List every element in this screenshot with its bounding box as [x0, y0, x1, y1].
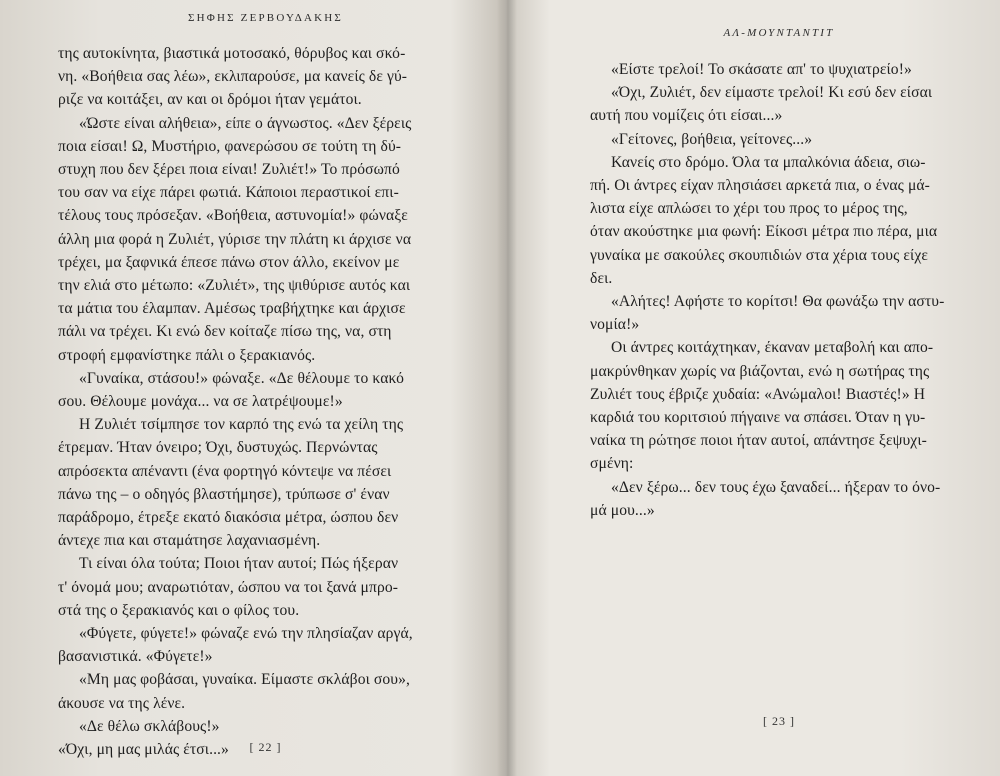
text-line: αυτή που νομίζεις ότι είσαι...» [590, 107, 783, 125]
right-page-text [590, 58, 968, 522]
text-line: στροφή εμφανίστηκε πάλι ο ξερακιανός. [58, 346, 316, 364]
text-line: «Δε θέλω σκλάβους!» [79, 717, 220, 735]
text-line: Κανείς στο δρόμο. Όλα τα μπαλκόνια άδεια, σιω- [611, 153, 926, 171]
page-number-left: [ 22 ] [249, 740, 282, 754]
text-line: πή. Οι άντρες είχαν πλησιάσει αρκετά πια, ο ένας μά- [590, 177, 930, 195]
text-line: τρέχει, μα ξαφνικά έπεσε πάνω στον άλλο, εκείνον με [58, 253, 400, 271]
text-line: σου. Θέλουμε μονάχα... να σε λατρέψουμε!» [58, 393, 343, 411]
text-line: στά της ο ξερακιανός και ο φίλος του. [58, 601, 300, 619]
text-line: ναίκα τη ρώτησε ποιοι ήταν αυτοί, απάντησε ξεψυχι- [590, 432, 927, 450]
text-line: ποια είσαι! Ω, Μυστήριο, φανερώσου σε τούτη τη δύ- [58, 137, 402, 155]
running-head-author: ΣΗΦΗΣ ΖΕΡΒΟΥΔΑΚΗΣ [187, 12, 344, 24]
text-line: «Όχι, Ζυλιέτ, δεν είμαστε τρελοί! Κι εσύ δεν είσαι [611, 84, 933, 102]
text-line: τα μάτια του έλαμπαν. Αμέσως τραβήχτηκε και άρχισε [58, 300, 406, 318]
running-head-title: ΑΛ-ΜΟΥΝΤΑΝΤΙΤ [723, 27, 835, 39]
text-line: «Δεν ξέρω... δεν τους έχω ξαναδεί... ήξεραν το όνο- [611, 478, 941, 496]
text-line: Τι είναι όλα τούτα; Ποιοι ήταν αυτοί; Πώς ήξεραν [79, 555, 399, 573]
left-page [58, 0, 473, 776]
text-line: «Όχι, μη μας μιλάς έτσι...» [58, 741, 229, 759]
text-line: «Ώστε είναι αλήθεια», είπε ο άγνωστος. «Δεν ξέρεις [79, 114, 412, 132]
text-line: μά μου...» [590, 501, 655, 519]
text-line: «Μη μας φοβάσαι, γυναίκα. Είμαστε σκλάβοι σου», [79, 671, 411, 689]
text-line: την ελιά στο μέτωπο: «Ζυλιέτ», της ψιθύρισε αυτός και [58, 277, 411, 295]
text-line: μακρύνθηκαν χωρίς να βιάζονται, ενώ η σωτήρας της [590, 362, 930, 380]
text-line: Ζυλιέτ τους έβριζε χυδαία: «Ανώμαλοι! Βιαστές!» Η [590, 385, 926, 403]
text-line: καρδιά του κοριτσιού πήγαινε να σπάσει. Όταν η γυ- [590, 409, 926, 427]
text-line: ριζε να κοιτάξει, αν και οι δρόμοι ήταν γεμάτοι. [58, 91, 362, 109]
text-line: Οι άντρες κοιτάχτηκαν, έκαναν μεταβολή και απο- [611, 339, 934, 357]
text-line: τ' όνομά μου; αναρωτιόταν, ώσπου να τοι ξανά μπρο- [58, 578, 399, 596]
text-line: «Γείτονες, βοήθεια, γείτονες...» [611, 130, 813, 148]
text-line: τέλους τους πρόσεξαν. «Βοήθεια, αστυνομία!» φώναξε [58, 207, 408, 225]
text-line: παράδρομο, έτρεξε εκατό διακόσια μέτρα, ώσπου δεν [58, 509, 399, 527]
left-page-text [58, 42, 473, 761]
text-line: πάνω της – ο οδηγός βλαστήμησε), τρύπωσε σ' έναν [58, 485, 390, 503]
text-line: «Είστε τρελοί! Το σκάσατε απ' το ψυχιατρείο!» [611, 61, 912, 78]
text-line: βασανιστικά. «Φύγετε!» [58, 648, 213, 666]
text-line: «Αλήτες! Αφήστε το κορίτσι! Θα φωνάξω την αστυ- [611, 293, 945, 311]
text-line: λιστα είχε απλώσει το χέρι του προς το μέρος της, [590, 200, 908, 218]
right-page [590, 0, 968, 776]
text-line: νη. «Βοήθεια σας λέω», εκλιπαρούσε, μα κανείς δε γύ- [58, 68, 408, 86]
text-line: γυναίκα με σακούλες σκουπιδιών στα χέρια τους είχε [590, 246, 929, 264]
text-line: όταν ακούστηκε μια φωνή: Είκοσι μέτρα πιο πέρα, μια [590, 223, 938, 241]
text-line: πάλι να τρέχει. Κι ενώ δεν κοίταζε πίσω της, να, στη [58, 323, 392, 341]
text-line: «Φύγετε, φύγετε!» φώναζε ενώ την πλησίαζαν αργά, [79, 625, 413, 643]
text-line: απρόσεκτα απέναντι (ένα φορτηγό κόντεψε να πέσει [58, 462, 392, 480]
text-line: έτρεμαν. Ήταν όνειρο; Όχι, δυστυχώς. Περνώντας [58, 439, 378, 457]
text-line: Η Ζυλιέτ τσίμπησε τον καρπό της ενώ τα χείλη της [79, 416, 404, 434]
text-line: νομία!» [590, 316, 640, 334]
text-line: στυχη που δεν ξέρει ποια είναι! Ζυλιέτ!» Το πρόσωπό [58, 161, 400, 179]
text-line: δει. [590, 269, 613, 287]
text-line: σμένη: [590, 455, 634, 473]
text-line: άντεχε πια και σταμάτησε λαχανιασμένη. [58, 532, 321, 550]
text-line: άκουσε να της λένε. [58, 694, 186, 712]
page-number-right: [ 23 ] [763, 714, 795, 728]
text-line: της αυτοκίνητα, βιαστικά μοτοσακό, θόρυβος και σκό- [58, 45, 406, 62]
text-line: του σαν να είχε πάρει φωτιά. Κάποιοι περαστικοί επι- [58, 184, 399, 202]
text-line: άλλη μια φορά η Ζυλιέτ, γύρισε την πλάτη κι άρχισε να [58, 230, 412, 248]
text-line: «Γυναίκα, στάσου!» φώναξε. «Δε θέλουμε το κακό [79, 369, 405, 387]
book-gutter [497, 0, 517, 776]
